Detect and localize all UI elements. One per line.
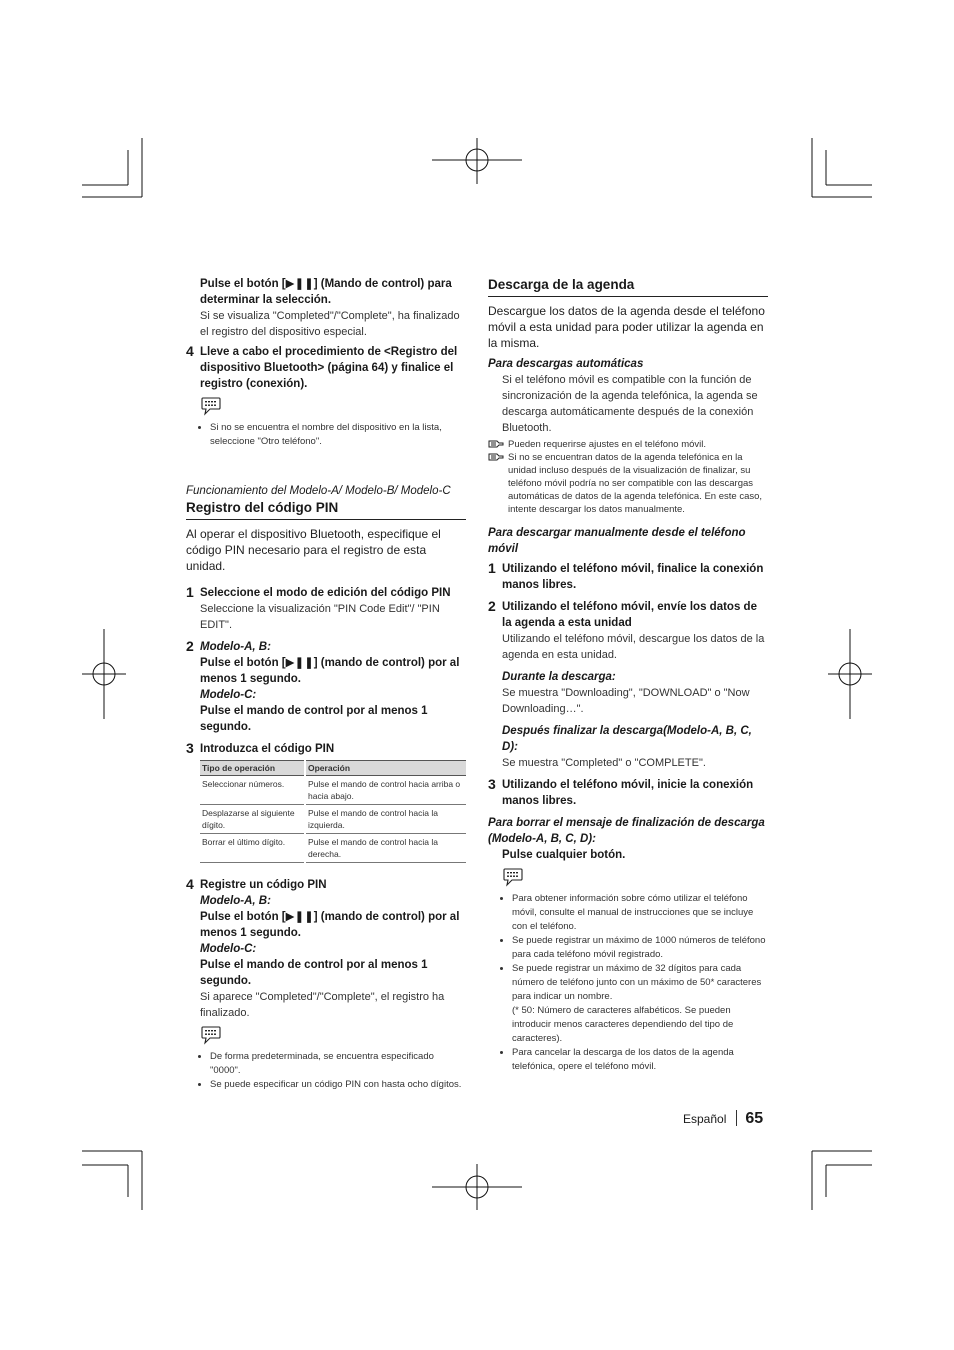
note-text: Se puede registrar un máximo de 32 dígitos para cada número de teléfono junto con un máximo de 50* caracteres para indicar un nombre. [512,963,762,1002]
footer-language: Español [683,1112,727,1126]
page-footer [683,1110,763,1128]
step-instruction: Utilizando el teléfono móvil, inicie la conexión manos libres. [502,779,754,807]
manual-step-3 [488,777,768,809]
phone-notes [488,438,768,516]
note-icon [502,867,524,892]
operation-table [200,760,466,863]
step-instruction: Pulse el botón [▶❚❚] (mando de control) por al menos 1 segundo. [200,657,460,685]
model-label: Modelo-C: [200,943,257,955]
table-cell: Pulse el mando de control hacia la izquierda. [305,805,466,834]
table-header: Operación [305,761,466,776]
clear-message-heading: Para borrar el mensaje de finalización de descarga (Modelo-A, B, C, D): [488,817,765,845]
clear-message-block [488,847,768,1074]
left-column [186,276,466,1092]
pin-step-1 [186,585,466,633]
phone-note-item [488,438,768,451]
step-result: Seleccione la visualización "PIN Code Edit"/ "PIN EDIT". [200,603,440,631]
table-row [200,776,466,805]
footnote: (* 50: Número de caracteres alfabéticos. Se pueden introducir menos caracteres dependiendo del tipo de caracteres). [512,1005,734,1044]
model-label: Modelo-A, B: [200,641,271,653]
manual-download-heading: Para descargar manualmente desde el teléfono móvil [488,527,746,555]
step-number: 2 [488,598,496,614]
step-instruction: Pulse el botón [▶❚❚] (Mando de control) para determinar la selección. [200,278,452,306]
after-text: Se muestra "Completed" o "COMPLETE". [502,757,706,769]
during-text: Se muestra "Downloading", "DOWNLOAD" o "Now Downloading…". [502,687,750,715]
download-intro: Descargue los datos de la agenda desde el teléfono móvil a esta unidad para poder utilizar la agenda en la misma. [488,304,765,350]
section-title-pin: Registro del código PIN [186,499,466,520]
pin-intro: Al operar el dispositivo Bluetooth, especifique el código PIN necesario para el registro de esta unidad. [186,527,441,573]
model-label: Modelo-C: [200,689,257,701]
phone-icon [488,452,504,465]
step-number: 3 [186,740,194,756]
step-instruction: Pulse el botón [▶❚❚] (mando de control) por al menos 1 segundo. [200,911,460,939]
note-item: • Se puede registrar un máximo de 1000 números de teléfono para cada teléfono móvil registrado. [512,934,768,962]
step-number: 3 [488,776,496,792]
step-instruction: Introduzca el código PIN [200,743,335,755]
note-icon [200,396,222,421]
step-instruction: Pulse el mando de control por al menos 1 segundo. [200,959,428,987]
auto-download-heading: Para descargas automáticas [488,358,644,370]
step-number: 2 [186,638,194,654]
step-result: Si aparece "Completed"/"Complete", el registro ha finalizado. [200,991,445,1019]
step-number: 4 [186,343,194,359]
manual-step-1 [488,561,768,593]
step-instruction: Utilizando el teléfono móvil, envíe los datos de la agenda a esta unidad [502,601,757,629]
manual-step-2 [488,599,768,771]
table-header: Tipo de operación [200,761,305,776]
table-cell: Pulse el mando de control hacia arriba o hacia abajo. [305,776,466,805]
note-item: • De forma predeterminada, se encuentra especificado "0000". [210,1050,466,1078]
phone-note-text: Pueden requerirse ajustes en el teléfono móvil. [508,439,707,450]
step-3-continued [186,276,466,340]
model-caption: Funcionamiento del Modelo-A/ Modelo-B/ Modelo-C [186,485,451,497]
section-title-download: Descarga de la agenda [488,276,768,297]
model-label: Modelo-A, B: [200,895,271,907]
table-cell: Pulse el mando de control hacia la derecha. [305,834,466,863]
pin-step-2 [186,639,466,735]
table-row [200,834,466,863]
table-cell: Desplazarse al siguiente dígito. [200,805,305,834]
note-icon [200,1025,222,1050]
note-item [512,962,768,1046]
right-column [488,276,768,1074]
table-row [200,805,466,834]
phone-note-item [488,451,768,516]
step-instruction: Seleccione el modo de edición del código PIN [200,587,451,599]
step-instruction: Utilizando el teléfono móvil, finalice la conexión manos libres. [502,563,764,591]
step-instruction: Lleve a cabo el procedimiento de <Registro del dispositivo Bluetooth> (página 64) y finalice el registro (conexión). [200,346,458,390]
after-heading: Después finalizar la descarga(Modelo-A, B, C, D): [502,725,752,753]
auto-download-text: Si el teléfono móvil es compatible con la función de sincronización de la agenda telefónica, la agenda se descarga automáticamente después de la conexión Bluetooth. [502,374,758,434]
during-heading: Durante la descarga: [502,671,616,683]
note-item: • Si no se encuentra el nombre del dispositivo en la lista, seleccione "Otro teléfono". [210,421,466,449]
step-result: Utilizando el teléfono móvil, descargue los datos de la agenda en esta unidad. [502,633,765,661]
pin-step-3 [186,741,466,863]
step-number: 4 [186,876,194,892]
note-item: • Se puede especificar un código PIN con hasta ocho dígitos. [210,1078,466,1092]
clear-instruction: Pulse cualquier botón. [502,849,626,861]
table-cell: Seleccionar números. [200,776,305,805]
step-result: Si se visualiza "Completed"/"Complete", ha finalizado el registro del dispositivo especial. [200,310,460,338]
note-item: • Para cancelar la descarga de los datos de la agenda telefónica, opere el teléfono móvil. [512,1046,768,1074]
table-cell: Borrar el último dígito. [200,834,305,863]
footer-divider [736,1110,737,1126]
step-4-bluetooth [186,344,466,449]
note-item: • Para obtener información sobre cómo utilizar el teléfono móvil, consulte el manual de instrucciones que se incluye con el teléfono. [512,892,768,934]
page-number: 65 [745,1110,764,1127]
step-number: 1 [186,584,194,600]
phone-note-text: Si no se encuentran datos de la agenda telefónica en la unidad incluso después de la visualización de finalizar, su teléfono móvil podría no ser compatible con las descargas automáticas de datos de la agenda telefónica. En este caso, intente descargar los datos manualmente. [508,452,763,515]
pin-step-4 [186,877,466,1092]
step-instruction: Registre un código PIN [200,879,327,891]
step-instruction: Pulse el mando de control por al menos 1 segundo. [200,705,428,733]
step-number: 1 [488,560,496,576]
